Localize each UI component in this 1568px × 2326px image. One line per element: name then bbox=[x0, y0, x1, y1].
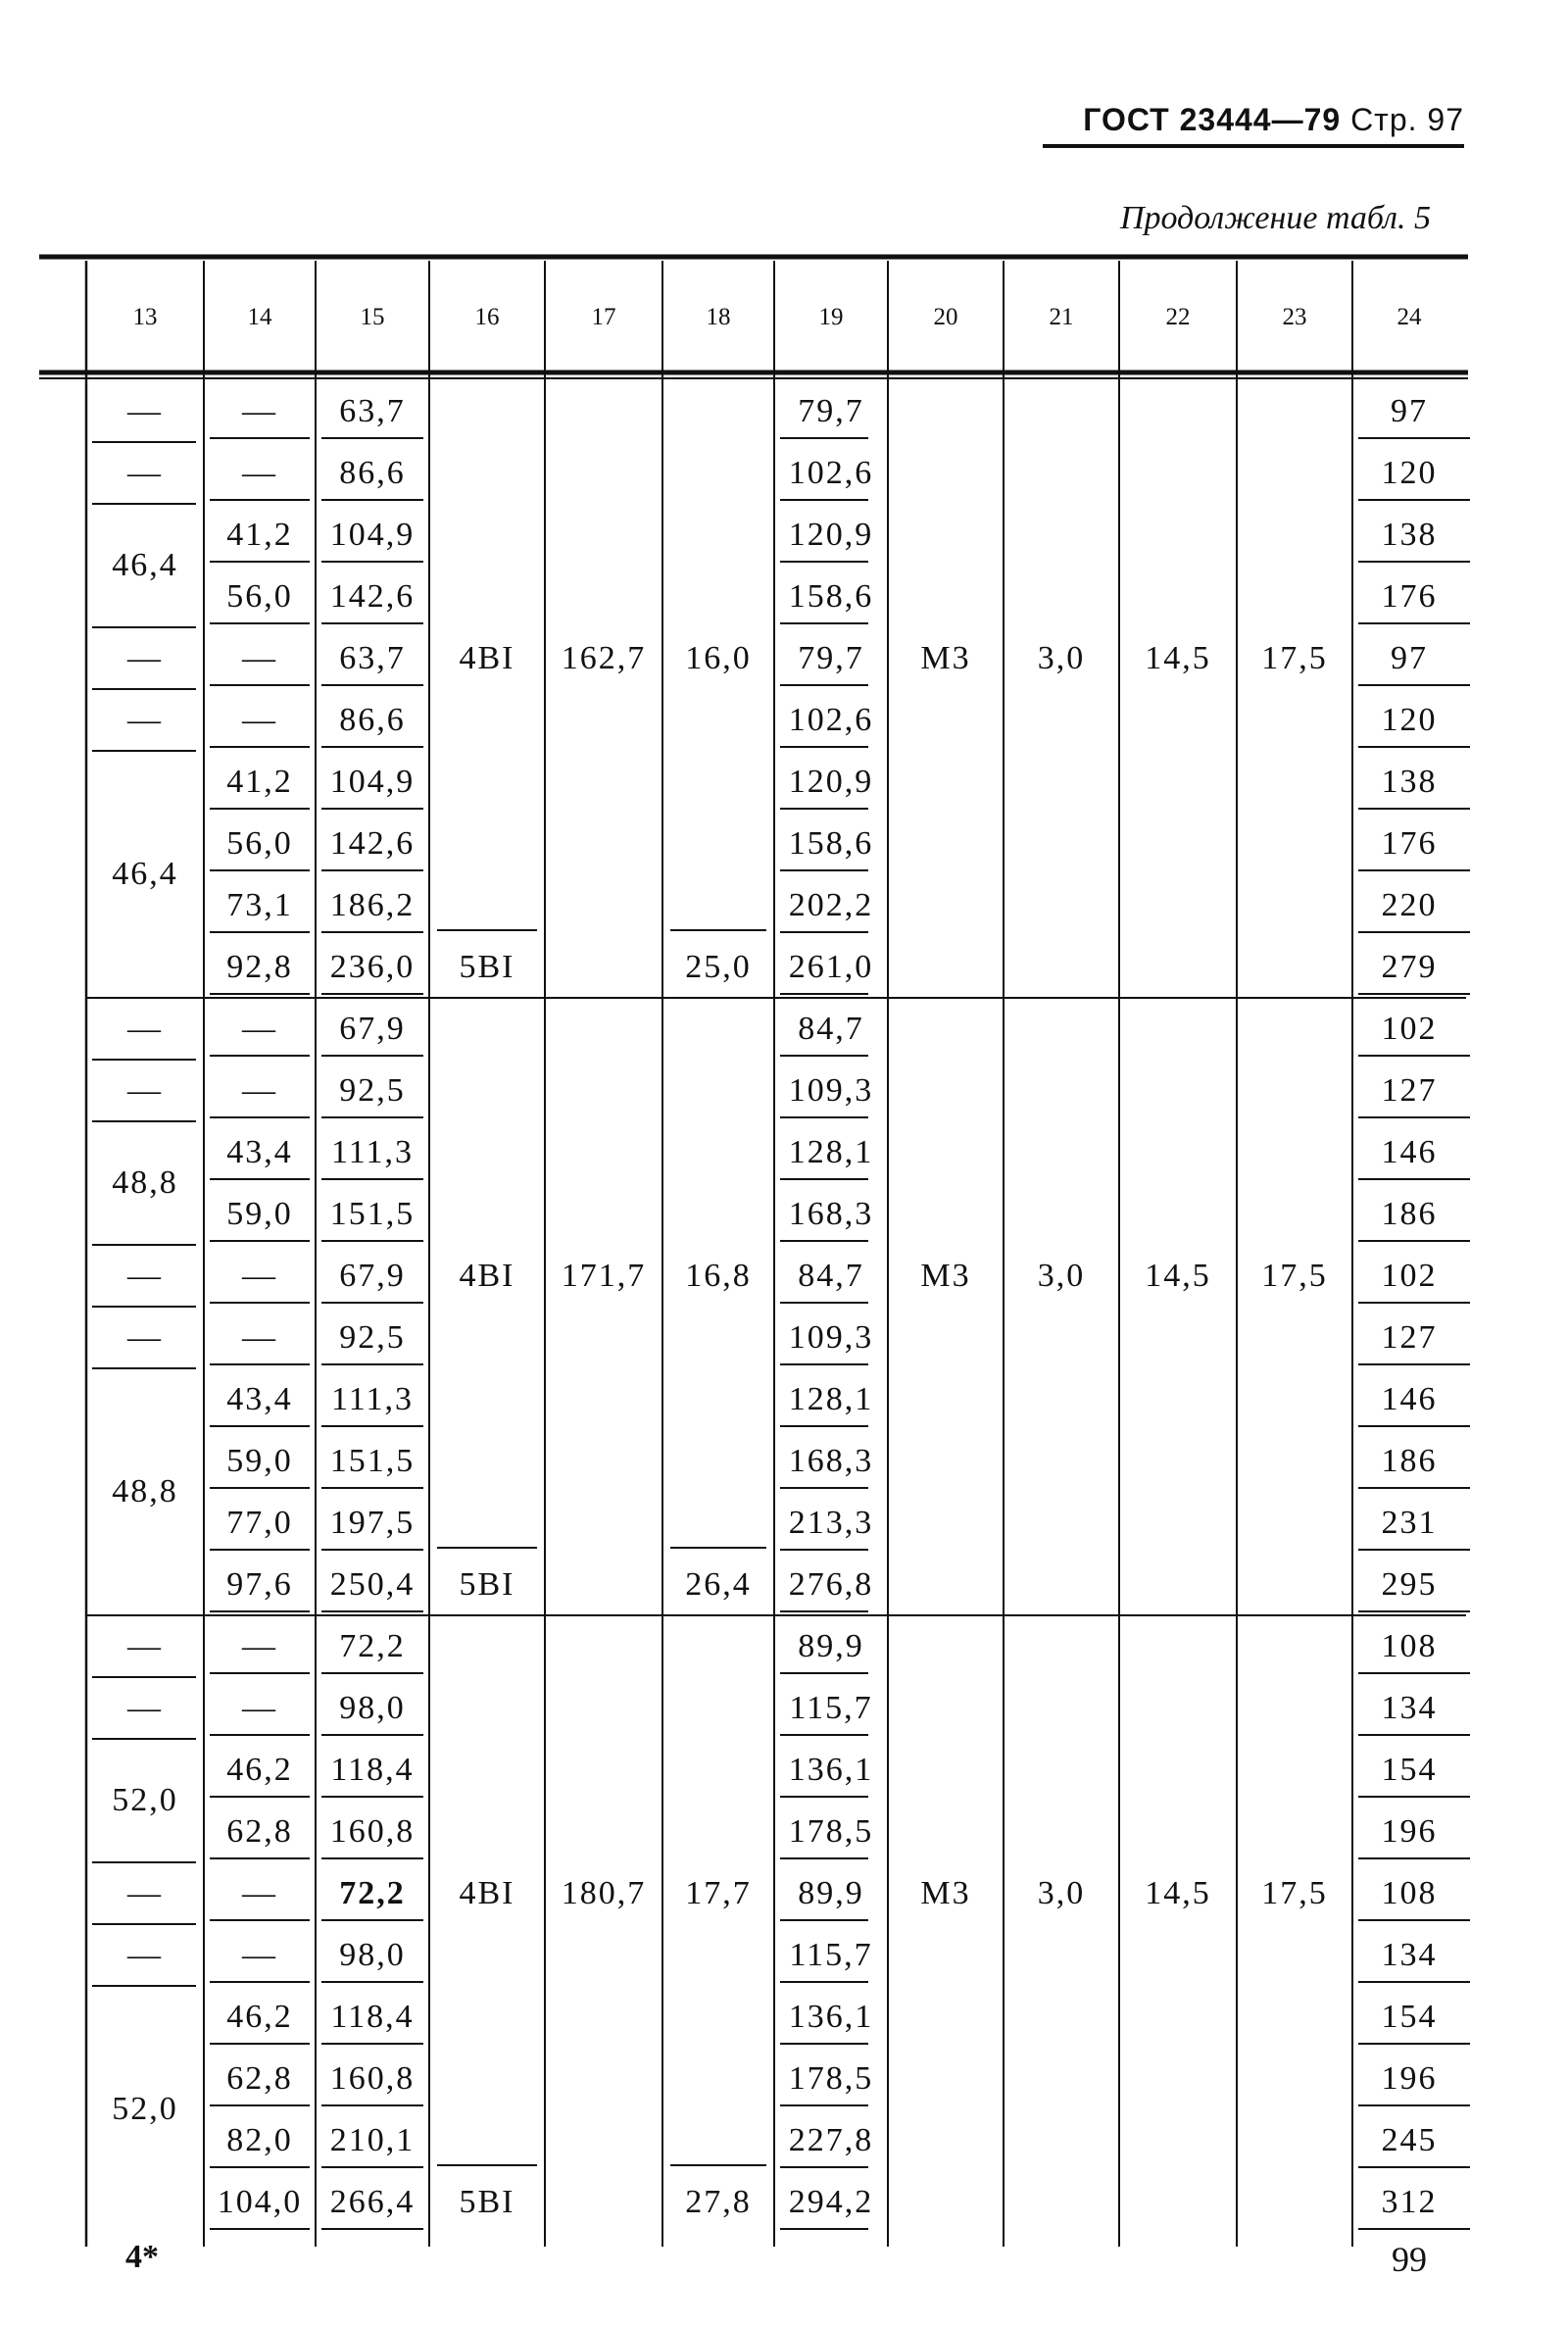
cell-col19: 178,5 bbox=[788, 2059, 874, 2097]
cell-col15: 86,6 bbox=[339, 454, 406, 491]
cell-col24: 176 bbox=[1381, 824, 1438, 862]
cell-col15: 266,4 bbox=[329, 2183, 416, 2220]
cell-col19: 109,3 bbox=[788, 1318, 874, 1356]
cell-col14: 46,2 bbox=[226, 1998, 293, 2035]
cell-col13: — bbox=[127, 392, 163, 429]
cell-col23: 17,5 bbox=[1261, 1257, 1328, 1294]
cell-col14: 97,6 bbox=[226, 1565, 293, 1603]
cell-col14: — bbox=[242, 639, 277, 676]
cell-col15: 92,5 bbox=[339, 1071, 406, 1109]
cell-col13: 48,8 bbox=[112, 1164, 178, 1201]
cell-col19: 202,2 bbox=[788, 886, 874, 923]
cell-col24: 196 bbox=[1381, 2059, 1438, 2097]
cell-col14: 41,2 bbox=[226, 516, 293, 553]
cell-col20: М3 bbox=[920, 639, 971, 676]
cell-col15: 151,5 bbox=[329, 1195, 416, 1232]
cell-col24: 154 bbox=[1381, 1998, 1438, 2035]
cell-col13: — bbox=[127, 1627, 163, 1664]
cell-col13: — bbox=[127, 454, 163, 491]
cell-col14: 62,8 bbox=[226, 1812, 293, 1850]
footer-page-number: 99 bbox=[1392, 2240, 1427, 2279]
cell-col14: — bbox=[242, 392, 277, 429]
cell-col20: М3 bbox=[920, 1257, 971, 1294]
cell-col19: 168,3 bbox=[788, 1195, 874, 1232]
cell-col13: 52,0 bbox=[112, 2091, 178, 2127]
cell-col24: 138 bbox=[1381, 763, 1438, 800]
cell-col24: 154 bbox=[1381, 1751, 1438, 1788]
cell-col24: 176 bbox=[1381, 577, 1438, 615]
cell-col14: 73,1 bbox=[226, 886, 293, 923]
cell-col14: — bbox=[242, 1257, 277, 1294]
cell-col13: — bbox=[127, 1318, 163, 1356]
cell-col24: 102 bbox=[1381, 1010, 1438, 1047]
cell-col20: М3 bbox=[920, 1874, 971, 1911]
column-header-19: 19 bbox=[818, 303, 844, 330]
cell-col15: 98,0 bbox=[339, 1689, 406, 1726]
cell-col19: 213,3 bbox=[788, 1504, 874, 1541]
cell-col14: 82,0 bbox=[226, 2121, 293, 2158]
cell-col15: 63,7 bbox=[339, 392, 406, 429]
cell-col18: 16,0 bbox=[685, 639, 752, 676]
cell-col15: 67,9 bbox=[339, 1257, 406, 1294]
cell-col15: 92,5 bbox=[339, 1318, 406, 1356]
cell-col19: 158,6 bbox=[788, 824, 874, 862]
cell-col22: 14,5 bbox=[1145, 639, 1211, 676]
cell-col14: — bbox=[242, 1071, 277, 1109]
cell-col14: — bbox=[242, 1318, 277, 1356]
cell-col16: 4BI bbox=[459, 1874, 515, 1911]
cell-col14: 41,2 bbox=[226, 763, 293, 800]
cell-col24: 108 bbox=[1381, 1627, 1438, 1664]
cell-col24: 196 bbox=[1381, 1812, 1438, 1850]
cell-col15: 210,1 bbox=[329, 2121, 416, 2158]
column-header-24: 24 bbox=[1396, 303, 1422, 330]
cell-col13: — bbox=[127, 1257, 163, 1294]
cell-col14: 59,0 bbox=[226, 1442, 293, 1479]
cell-col14: 62,8 bbox=[226, 2059, 293, 2097]
cell-col15: 67,9 bbox=[339, 1010, 406, 1047]
cell-col19: 84,7 bbox=[798, 1010, 864, 1047]
cell-col16: 5BI bbox=[459, 948, 515, 985]
cell-col17: 162,7 bbox=[561, 639, 647, 676]
column-header-18: 18 bbox=[706, 303, 731, 330]
cell-col24: 138 bbox=[1381, 516, 1438, 553]
cell-col14: — bbox=[242, 1627, 277, 1664]
cell-col19: 79,7 bbox=[798, 392, 864, 429]
cell-col24: 295 bbox=[1381, 1565, 1438, 1603]
cell-col17: 180,7 bbox=[561, 1874, 647, 1911]
cell-col19: 227,8 bbox=[788, 2121, 874, 2158]
cell-col24: 186 bbox=[1381, 1195, 1438, 1232]
cell-col23: 17,5 bbox=[1261, 1874, 1328, 1911]
cell-col24: 279 bbox=[1381, 948, 1438, 985]
cell-col19: 136,1 bbox=[788, 1751, 874, 1788]
cell-col18: 27,8 bbox=[685, 2183, 752, 2220]
cell-col13: — bbox=[127, 1689, 163, 1726]
cell-col14: — bbox=[242, 1874, 277, 1911]
column-header-23: 23 bbox=[1282, 303, 1307, 330]
cell-col15: 250,4 bbox=[329, 1565, 416, 1603]
cell-col14: 59,0 bbox=[226, 1195, 293, 1232]
cell-col24: 220 bbox=[1381, 886, 1438, 923]
cell-col19: 109,3 bbox=[788, 1071, 874, 1109]
cell-col14: — bbox=[242, 1010, 277, 1047]
cell-col23: 17,5 bbox=[1261, 639, 1328, 676]
cell-col16: 4BI bbox=[459, 1257, 515, 1294]
cell-col19: 84,7 bbox=[798, 1257, 864, 1294]
cell-col15: 104,9 bbox=[329, 763, 416, 800]
cell-col19: 294,2 bbox=[788, 2183, 874, 2220]
cell-col13: — bbox=[127, 1071, 163, 1109]
cell-col19: 136,1 bbox=[788, 1998, 874, 2035]
cell-col22: 14,5 bbox=[1145, 1874, 1211, 1911]
cell-col15: 72,2 bbox=[339, 1627, 406, 1664]
cell-col15: 118,4 bbox=[330, 1998, 415, 2035]
cell-col19: 120,9 bbox=[788, 763, 874, 800]
cell-col18: 17,7 bbox=[685, 1874, 752, 1911]
column-header-20: 20 bbox=[933, 303, 958, 330]
cell-col14: 43,4 bbox=[226, 1133, 293, 1170]
cell-col22: 14,5 bbox=[1145, 1257, 1211, 1294]
cell-col19: 158,6 bbox=[788, 577, 874, 615]
cell-col21: 3,0 bbox=[1037, 639, 1086, 676]
cell-col13: — bbox=[127, 1010, 163, 1047]
cell-col19: 79,7 bbox=[798, 639, 864, 676]
cell-col19: 261,0 bbox=[788, 948, 874, 985]
column-header-16: 16 bbox=[474, 303, 500, 330]
cell-col15: 160,8 bbox=[329, 2059, 416, 2097]
cell-col19: 89,9 bbox=[798, 1874, 864, 1911]
footer-sheet-mark: 4* bbox=[125, 2239, 159, 2275]
cell-col14: 46,2 bbox=[226, 1751, 293, 1788]
cell-col13: — bbox=[127, 701, 163, 738]
cell-col15: 63,7 bbox=[339, 639, 406, 676]
cell-col24: 186 bbox=[1381, 1442, 1438, 1479]
cell-col13: — bbox=[127, 1874, 163, 1911]
cell-col15: 118,4 bbox=[330, 1751, 415, 1788]
cell-col15: 236,0 bbox=[329, 948, 416, 985]
column-header-22: 22 bbox=[1165, 303, 1191, 330]
cell-col15: 104,9 bbox=[329, 516, 416, 553]
column-header-15: 15 bbox=[360, 303, 385, 330]
cell-col17: 171,7 bbox=[561, 1257, 647, 1294]
cell-col19: 102,6 bbox=[788, 454, 874, 491]
cell-col24: 146 bbox=[1381, 1133, 1438, 1170]
cell-col13: 52,0 bbox=[112, 1782, 178, 1818]
cell-col14: 56,0 bbox=[226, 577, 293, 615]
cell-col24: 134 bbox=[1381, 1689, 1438, 1726]
cell-col24: 102 bbox=[1381, 1257, 1438, 1294]
cell-col24: 120 bbox=[1381, 454, 1438, 491]
column-header-13: 13 bbox=[132, 303, 158, 330]
standard-number: ГОСТ 23444—79 bbox=[1083, 102, 1342, 137]
page-number: Стр. 97 bbox=[1350, 102, 1464, 137]
cell-col24: 127 bbox=[1381, 1071, 1438, 1109]
cell-col13: 46,4 bbox=[112, 856, 178, 892]
cell-col14: 77,0 bbox=[226, 1504, 293, 1541]
cell-col19: 115,7 bbox=[789, 1689, 873, 1726]
cell-col19: 115,7 bbox=[789, 1936, 873, 1973]
cell-col15: 72,2 bbox=[339, 1874, 406, 1911]
cell-col16: 5BI bbox=[459, 1565, 515, 1603]
cell-col14: 92,8 bbox=[226, 948, 293, 985]
cell-col13: — bbox=[127, 639, 163, 676]
cell-col15: 186,2 bbox=[329, 886, 416, 923]
cell-col16: 5BI bbox=[459, 2183, 515, 2220]
cell-col19: 178,5 bbox=[788, 1812, 874, 1850]
cell-col13: 48,8 bbox=[112, 1473, 178, 1509]
cell-col19: 120,9 bbox=[788, 516, 874, 553]
cell-col15: 151,5 bbox=[329, 1442, 416, 1479]
cell-col14: — bbox=[242, 454, 277, 491]
cell-col18: 26,4 bbox=[685, 1565, 752, 1603]
cell-col15: 111,3 bbox=[331, 1380, 414, 1417]
cell-col19: 276,8 bbox=[788, 1565, 874, 1603]
cell-col13: 46,4 bbox=[112, 547, 178, 583]
cell-col19: 102,6 bbox=[788, 701, 874, 738]
cell-col24: 127 bbox=[1381, 1318, 1438, 1356]
cell-col24: 134 bbox=[1381, 1936, 1438, 1973]
cell-col24: 97 bbox=[1391, 392, 1428, 429]
cell-col24: 231 bbox=[1381, 1504, 1438, 1541]
cell-col14: 43,4 bbox=[226, 1380, 293, 1417]
table-continuation-caption: Продолжение табл. 5 bbox=[1119, 200, 1431, 236]
cell-col21: 3,0 bbox=[1037, 1874, 1086, 1911]
cell-col14: — bbox=[242, 701, 277, 738]
cell-col24: 312 bbox=[1381, 2183, 1438, 2220]
cell-col21: 3,0 bbox=[1037, 1257, 1086, 1294]
cell-col15: 86,6 bbox=[339, 701, 406, 738]
column-header-17: 17 bbox=[591, 303, 616, 330]
cell-col24: 120 bbox=[1381, 701, 1438, 738]
cell-col15: 197,5 bbox=[329, 1504, 416, 1541]
cell-col19: 128,1 bbox=[788, 1380, 874, 1417]
cell-col24: 108 bbox=[1381, 1874, 1438, 1911]
cell-col14: — bbox=[242, 1689, 277, 1726]
column-header-21: 21 bbox=[1049, 303, 1074, 330]
cell-col16: 4BI bbox=[459, 639, 515, 676]
cell-col15: 142,6 bbox=[329, 824, 416, 862]
cell-col24: 97 bbox=[1391, 639, 1428, 676]
cell-col24: 245 bbox=[1381, 2121, 1438, 2158]
cell-col14: 104,0 bbox=[217, 2183, 303, 2220]
cell-col14: — bbox=[242, 1936, 277, 1973]
cell-col19: 128,1 bbox=[788, 1133, 874, 1170]
cell-col13: — bbox=[127, 1936, 163, 1973]
cell-col19: 89,9 bbox=[798, 1627, 864, 1664]
cell-col14: 56,0 bbox=[226, 824, 293, 862]
cell-col15: 160,8 bbox=[329, 1812, 416, 1850]
column-header-14: 14 bbox=[247, 303, 272, 330]
cell-col18: 25,0 bbox=[685, 948, 752, 985]
cell-col15: 142,6 bbox=[329, 577, 416, 615]
cell-col15: 98,0 bbox=[339, 1936, 406, 1973]
cell-col15: 111,3 bbox=[331, 1133, 414, 1170]
cell-col24: 146 bbox=[1381, 1380, 1438, 1417]
cell-col18: 16,8 bbox=[685, 1257, 752, 1294]
cell-col19: 168,3 bbox=[788, 1442, 874, 1479]
